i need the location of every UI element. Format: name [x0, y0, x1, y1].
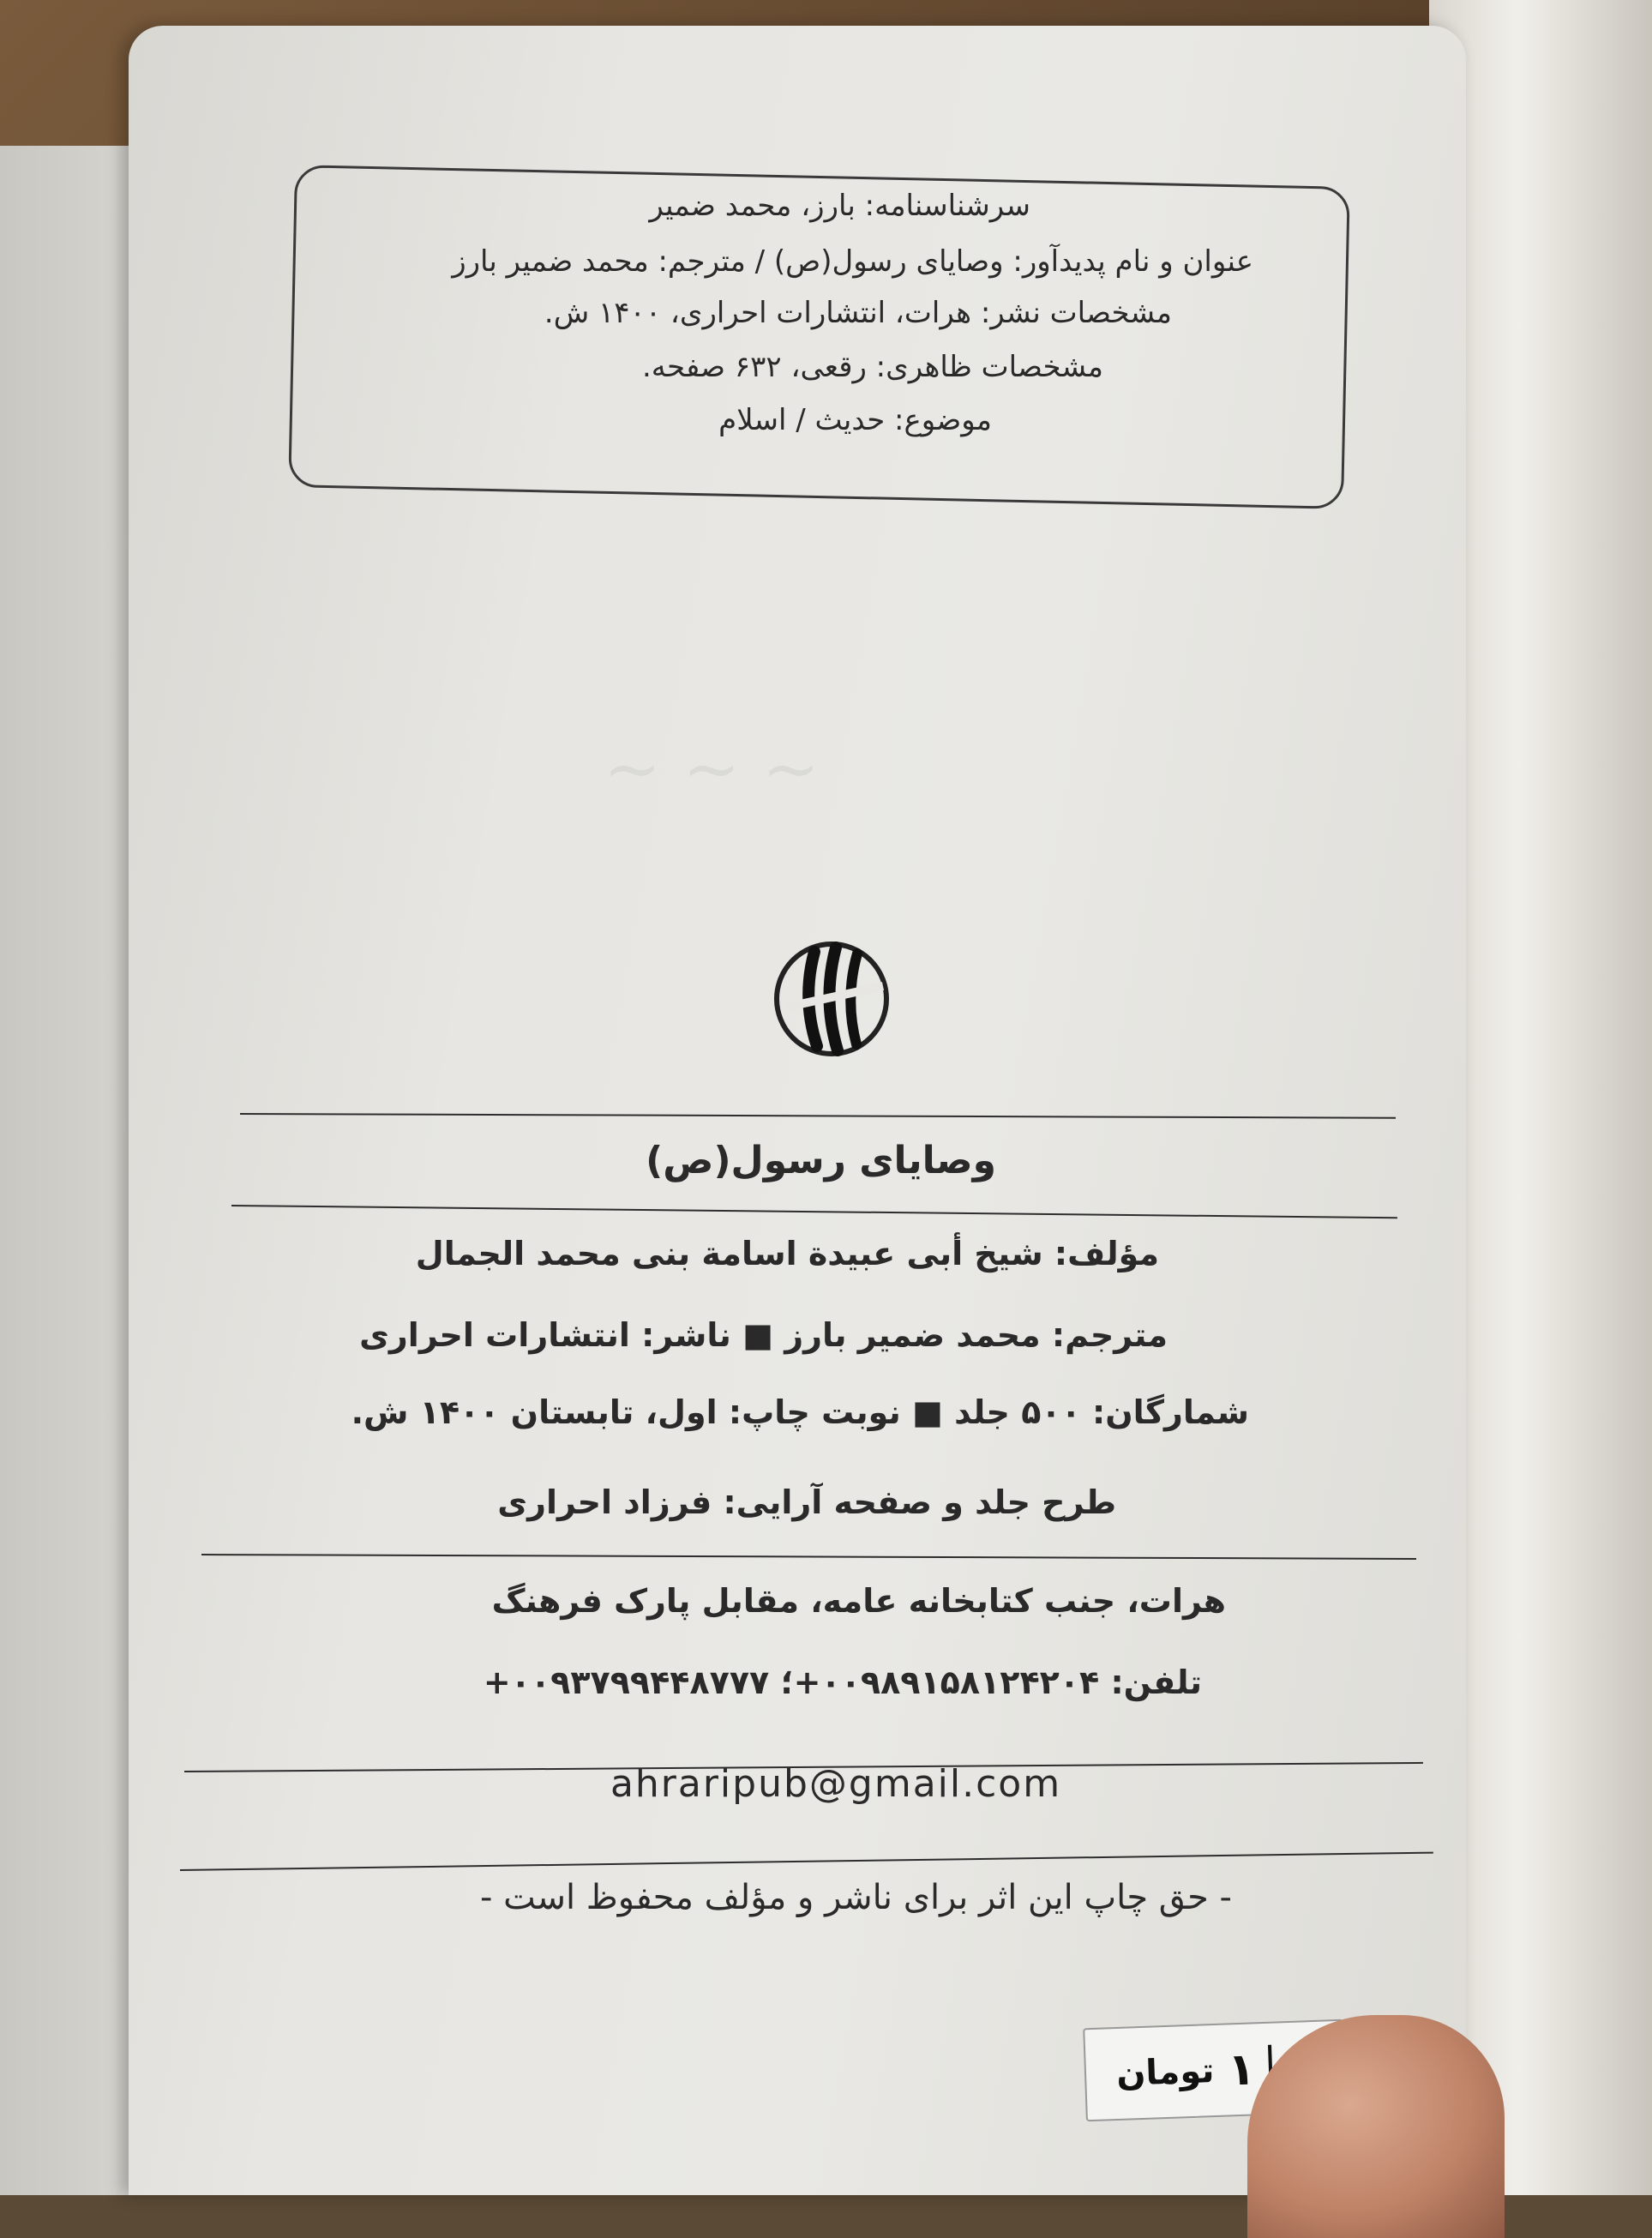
catalog-publication-line: مشخصات نشر: هرات، انتشارات احراری، ۱۴۰۰ ش.	[544, 296, 1172, 330]
catalog-title-line: عنوان و نام پدیدآور: وصایای رسول(ص) / مترجم: محمد ضمیر بارز	[452, 244, 1253, 279]
copyright-notice: - حق چاپ این اثر برای ناشر و مؤلف محفوظ است -	[480, 1878, 1232, 1917]
faint-watermark: ~ ~ ~	[604, 729, 820, 809]
translator-publisher-line: مترجم: محمد ضمیر بارز ■ ناشر: انتشارات احراری	[359, 1316, 1168, 1354]
phone-line: تلفن: ۰۰۹۸۹۱۵۸۱۲۴۲۰۴+؛ ۰۰۹۳۷۹۹۴۴۸۷۷۷+	[483, 1663, 1202, 1701]
circulation-line: شمارگان: ۵۰۰ جلد ■ نوبت چاپ: اول، تابستان ۱۴۰۰ ش.	[351, 1393, 1249, 1431]
catalog-heading: سرشناسنامه: بارز، محمد ضمیر	[649, 189, 1030, 223]
author-line: مؤلف: شیخ أبی عبیدة اسامة بنی محمد الجمال	[415, 1235, 1159, 1272]
book-title: وصایای رسول(ص)	[646, 1139, 996, 1182]
email-address: ahraripub@gmail.com	[610, 1762, 1062, 1806]
publisher-logo	[767, 935, 896, 1063]
catalog-physical-line: مشخصات ظاهری: رقعی، ۶۳۲ صفحه.	[642, 350, 1103, 384]
catalog-subject-line: موضوع: حدیث / اسلام	[718, 403, 992, 437]
price-currency-label: تومان	[1115, 2050, 1216, 2094]
price-digit: ۱	[1227, 2042, 1257, 2096]
designer-line: طرح جلد و صفحه آرایی: فرزاد احراری	[497, 1483, 1116, 1521]
address-line: هرات، جنب کتابخانه عامه، مقابل پارک فرهنگ	[491, 1582, 1226, 1620]
